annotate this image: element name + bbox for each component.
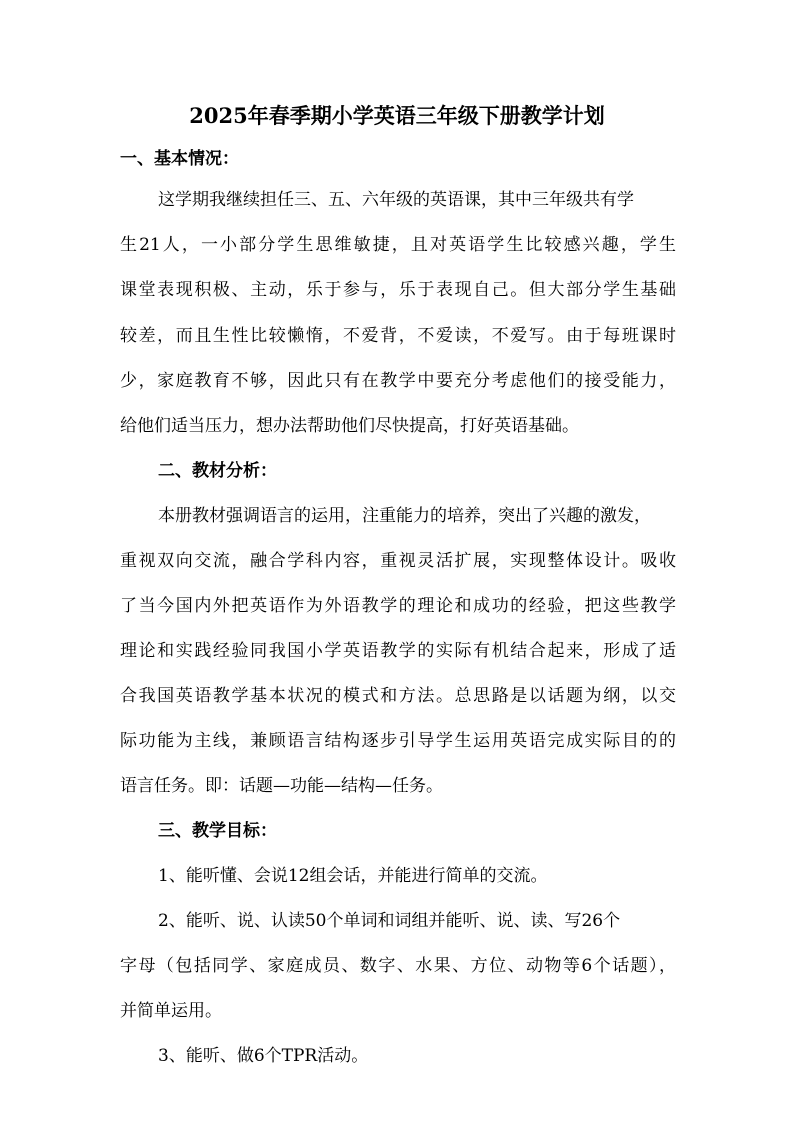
- section-heading-basic-situation: 一、基本情况：: [120, 149, 239, 169]
- paragraph-line: 际功能为主线，兼顾语言结构逐步引导学生运用英语完成实际目的的: [120, 731, 676, 751]
- paragraph-line: 给他们适当压力，想办法帮助他们尽快提高，打好英语基础。: [120, 416, 579, 436]
- section-heading-teaching-goals: 三、教学目标：: [158, 821, 277, 841]
- paragraph-line: 这学期我继续担任三、五、六年级的英语课，其中三年级共有学: [158, 190, 634, 210]
- paragraph-line: 理论和实践经验同我国小学英语教学的实际有机结合起来，形成了适: [120, 641, 676, 661]
- paragraph-line: 少，家庭教育不够，因此只有在教学中要充分考虑他们的接受能力，: [120, 371, 676, 391]
- paragraph-line: 了当今国内外把英语作为外语教学的理论和成功的经验，把这些教学: [120, 596, 676, 616]
- paragraph-line: 生21人，一小部分学生思维敏捷，且对英语学生比较感兴趣，学生: [120, 235, 676, 255]
- paragraph-line: 较差，而且生性比较懒惰，不爱背，不爱读，不爱写。由于每班课时: [120, 326, 676, 346]
- goal-item-continued: 字母（包括同学、家庭成员、数字、水果、方位、动物等6个话题），: [120, 956, 676, 976]
- goal-item: 2、能听、说、认读50个单词和词组并能听、说、读、写26个: [158, 911, 621, 931]
- section-heading-textbook-analysis: 二、教材分析：: [158, 461, 277, 481]
- goal-item-continued: 并简单运用。: [120, 1001, 222, 1021]
- goal-item: 3、能听、做6个TPR活动。: [158, 1046, 369, 1066]
- paragraph-line: 本册教材强调语言的运用，注重能力的培养，突出了兴趣的激发，: [158, 506, 651, 526]
- paragraph-line: 合我国英语教学基本状况的模式和方法。总思路是以话题为纲，以交: [120, 686, 676, 706]
- document-title: 2025年春季期小学英语三年级下册教学计划: [189, 103, 605, 128]
- paragraph-line: 语言任务。即：话题—功能—结构—任务。: [120, 776, 443, 796]
- goal-item: 1、能听懂、会说12组会话，并能进行简单的交流。: [158, 866, 548, 886]
- paragraph-line: 重视双向交流，融合学科内容，重视灵活扩展，实现整体设计。吸收: [120, 551, 676, 571]
- paragraph-line: 课堂表现积极、主动，乐于参与，乐于表现自己。但大部分学生基础: [120, 280, 676, 300]
